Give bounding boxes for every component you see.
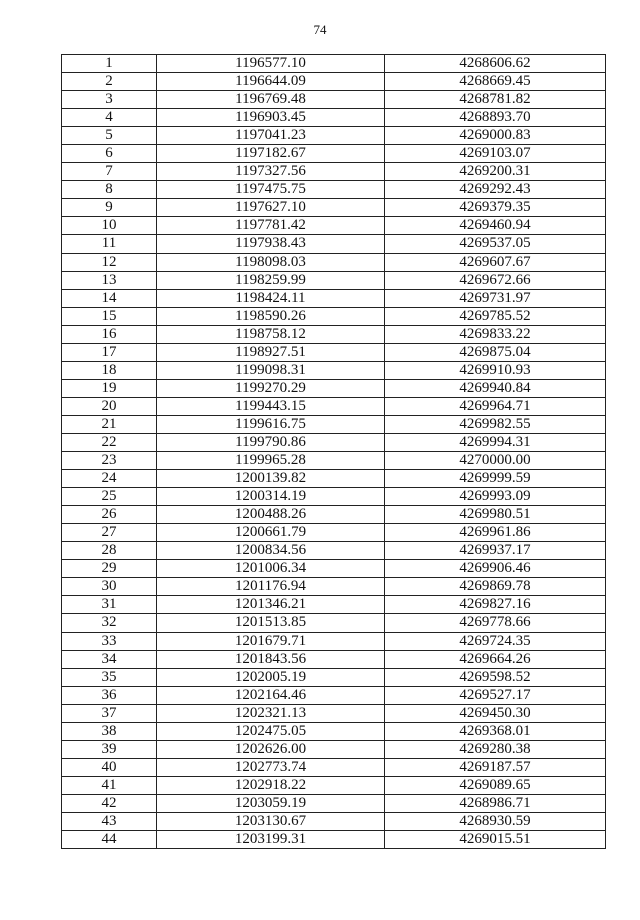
point-number-cell: 6 — [62, 145, 157, 163]
x-coordinate-cell: 1198927.51 — [157, 343, 385, 361]
x-coordinate-cell: 1196903.45 — [157, 109, 385, 127]
y-coordinate-cell: 4269980.51 — [385, 506, 606, 524]
x-coordinate-cell: 1196577.10 — [157, 55, 385, 73]
coordinates-table — [61, 54, 606, 849]
x-coordinate-cell: 1199790.86 — [157, 433, 385, 451]
x-coordinate-cell: 1199098.31 — [157, 361, 385, 379]
table-row — [62, 614, 606, 632]
point-number-cell: 15 — [62, 307, 157, 325]
point-number-cell: 16 — [62, 325, 157, 343]
x-coordinate-cell: 1200314.19 — [157, 488, 385, 506]
y-coordinate-cell: 4269994.31 — [385, 433, 606, 451]
point-number-cell: 30 — [62, 578, 157, 596]
point-number-cell: 44 — [62, 831, 157, 849]
table-row — [62, 145, 606, 163]
y-coordinate-cell: 4269537.05 — [385, 235, 606, 253]
table-row — [62, 470, 606, 488]
y-coordinate-cell: 4269778.66 — [385, 614, 606, 632]
x-coordinate-cell: 1197627.10 — [157, 199, 385, 217]
y-coordinate-cell: 4269937.17 — [385, 542, 606, 560]
table-row — [62, 704, 606, 722]
point-number-cell: 8 — [62, 181, 157, 199]
table-row — [62, 361, 606, 379]
x-coordinate-cell: 1202475.05 — [157, 722, 385, 740]
x-coordinate-cell: 1198259.99 — [157, 271, 385, 289]
y-coordinate-cell: 4269869.78 — [385, 578, 606, 596]
table-row — [62, 794, 606, 812]
point-number-cell: 23 — [62, 452, 157, 470]
table-row — [62, 433, 606, 451]
table-row — [62, 91, 606, 109]
x-coordinate-cell: 1198424.11 — [157, 289, 385, 307]
x-coordinate-cell: 1199616.75 — [157, 415, 385, 433]
x-coordinate-cell: 1200139.82 — [157, 470, 385, 488]
y-coordinate-cell: 4268893.70 — [385, 109, 606, 127]
y-coordinate-cell: 4269450.30 — [385, 704, 606, 722]
y-coordinate-cell: 4269910.93 — [385, 361, 606, 379]
table-row — [62, 289, 606, 307]
point-number-cell: 19 — [62, 379, 157, 397]
y-coordinate-cell: 4269993.09 — [385, 488, 606, 506]
y-coordinate-cell: 4268781.82 — [385, 91, 606, 109]
y-coordinate-cell: 4269527.17 — [385, 686, 606, 704]
x-coordinate-cell: 1202164.46 — [157, 686, 385, 704]
x-coordinate-cell: 1201843.56 — [157, 650, 385, 668]
table-row — [62, 488, 606, 506]
table-row — [62, 325, 606, 343]
x-coordinate-cell: 1203199.31 — [157, 831, 385, 849]
x-coordinate-cell: 1197327.56 — [157, 163, 385, 181]
x-coordinate-cell: 1202005.19 — [157, 668, 385, 686]
y-coordinate-cell: 4269015.51 — [385, 831, 606, 849]
point-number-cell: 11 — [62, 235, 157, 253]
x-coordinate-cell: 1200834.56 — [157, 542, 385, 560]
x-coordinate-cell: 1201679.71 — [157, 632, 385, 650]
x-coordinate-cell: 1199965.28 — [157, 452, 385, 470]
y-coordinate-cell: 4269368.01 — [385, 722, 606, 740]
y-coordinate-cell: 4269379.35 — [385, 199, 606, 217]
table-row — [62, 307, 606, 325]
x-coordinate-cell: 1201513.85 — [157, 614, 385, 632]
coordinates-table-body — [62, 55, 606, 849]
table-row — [62, 127, 606, 145]
x-coordinate-cell: 1202773.74 — [157, 758, 385, 776]
x-coordinate-cell: 1202918.22 — [157, 776, 385, 794]
y-coordinate-cell: 4269187.57 — [385, 758, 606, 776]
page-number: 74 — [313, 22, 327, 37]
y-coordinate-cell: 4269280.38 — [385, 740, 606, 758]
x-coordinate-cell: 1201006.34 — [157, 560, 385, 578]
table-row — [62, 253, 606, 271]
x-coordinate-cell: 1197938.43 — [157, 235, 385, 253]
table-row — [62, 542, 606, 560]
table-row — [62, 163, 606, 181]
point-number-cell: 29 — [62, 560, 157, 578]
y-coordinate-cell: 4269906.46 — [385, 560, 606, 578]
x-coordinate-cell: 1197182.67 — [157, 145, 385, 163]
table-row — [62, 560, 606, 578]
table-row — [62, 596, 606, 614]
table-row — [62, 73, 606, 91]
point-number-cell: 41 — [62, 776, 157, 794]
x-coordinate-cell: 1203130.67 — [157, 812, 385, 830]
point-number-cell: 39 — [62, 740, 157, 758]
y-coordinate-cell: 4269875.04 — [385, 343, 606, 361]
y-coordinate-cell: 4269982.55 — [385, 415, 606, 433]
table-row — [62, 452, 606, 470]
table-row — [62, 379, 606, 397]
table-row — [62, 632, 606, 650]
x-coordinate-cell: 1197781.42 — [157, 217, 385, 235]
point-number-cell: 25 — [62, 488, 157, 506]
point-number-cell: 17 — [62, 343, 157, 361]
table-row — [62, 271, 606, 289]
y-coordinate-cell: 4269200.31 — [385, 163, 606, 181]
point-number-cell: 18 — [62, 361, 157, 379]
point-number-cell: 40 — [62, 758, 157, 776]
table-row — [62, 235, 606, 253]
point-number-cell: 2 — [62, 73, 157, 91]
y-coordinate-cell: 4269833.22 — [385, 325, 606, 343]
point-number-cell: 36 — [62, 686, 157, 704]
y-coordinate-cell: 4269598.52 — [385, 668, 606, 686]
point-number-cell: 31 — [62, 596, 157, 614]
y-coordinate-cell: 4269089.65 — [385, 776, 606, 794]
x-coordinate-cell: 1201176.94 — [157, 578, 385, 596]
x-coordinate-cell: 1197041.23 — [157, 127, 385, 145]
table-row — [62, 109, 606, 127]
table-row — [62, 415, 606, 433]
x-coordinate-cell: 1199443.15 — [157, 397, 385, 415]
table-row — [62, 524, 606, 542]
table-row — [62, 397, 606, 415]
x-coordinate-cell: 1197475.75 — [157, 181, 385, 199]
y-coordinate-cell: 4270000.00 — [385, 452, 606, 470]
y-coordinate-cell: 4269460.94 — [385, 217, 606, 235]
x-coordinate-cell: 1203059.19 — [157, 794, 385, 812]
table-row — [62, 650, 606, 668]
point-number-cell: 28 — [62, 542, 157, 560]
point-number-cell: 5 — [62, 127, 157, 145]
point-number-cell: 7 — [62, 163, 157, 181]
point-number-cell: 34 — [62, 650, 157, 668]
x-coordinate-cell: 1200488.26 — [157, 506, 385, 524]
y-coordinate-cell: 4269664.26 — [385, 650, 606, 668]
point-number-cell: 12 — [62, 253, 157, 271]
y-coordinate-cell: 4268986.71 — [385, 794, 606, 812]
point-number-cell: 26 — [62, 506, 157, 524]
table-row — [62, 831, 606, 849]
x-coordinate-cell: 1196644.09 — [157, 73, 385, 91]
y-coordinate-cell: 4269292.43 — [385, 181, 606, 199]
y-coordinate-cell: 4269961.86 — [385, 524, 606, 542]
y-coordinate-cell: 4269785.52 — [385, 307, 606, 325]
table-row — [62, 578, 606, 596]
point-number-cell: 35 — [62, 668, 157, 686]
table-row — [62, 722, 606, 740]
point-number-cell: 32 — [62, 614, 157, 632]
x-coordinate-cell: 1198590.26 — [157, 307, 385, 325]
x-coordinate-cell: 1202626.00 — [157, 740, 385, 758]
y-coordinate-cell: 4268930.59 — [385, 812, 606, 830]
point-number-cell: 13 — [62, 271, 157, 289]
table-row — [62, 181, 606, 199]
x-coordinate-cell: 1199270.29 — [157, 379, 385, 397]
point-number-cell: 14 — [62, 289, 157, 307]
y-coordinate-cell: 4269000.83 — [385, 127, 606, 145]
point-number-cell: 37 — [62, 704, 157, 722]
table-row — [62, 758, 606, 776]
y-coordinate-cell: 4268606.62 — [385, 55, 606, 73]
point-number-cell: 20 — [62, 397, 157, 415]
table-row — [62, 343, 606, 361]
table-row — [62, 199, 606, 217]
y-coordinate-cell: 4269940.84 — [385, 379, 606, 397]
y-coordinate-cell: 4269964.71 — [385, 397, 606, 415]
point-number-cell: 4 — [62, 109, 157, 127]
point-number-cell: 3 — [62, 91, 157, 109]
table-row — [62, 668, 606, 686]
x-coordinate-cell: 1196769.48 — [157, 91, 385, 109]
point-number-cell: 33 — [62, 632, 157, 650]
x-coordinate-cell: 1198758.12 — [157, 325, 385, 343]
table-row — [62, 812, 606, 830]
table-row — [62, 55, 606, 73]
y-coordinate-cell: 4269607.67 — [385, 253, 606, 271]
table-row — [62, 776, 606, 794]
point-number-cell: 27 — [62, 524, 157, 542]
x-coordinate-cell: 1201346.21 — [157, 596, 385, 614]
table-row — [62, 740, 606, 758]
table-row — [62, 686, 606, 704]
y-coordinate-cell: 4269103.07 — [385, 145, 606, 163]
point-number-cell: 43 — [62, 812, 157, 830]
table-row — [62, 217, 606, 235]
point-number-cell: 9 — [62, 199, 157, 217]
y-coordinate-cell: 4269827.16 — [385, 596, 606, 614]
point-number-cell: 22 — [62, 433, 157, 451]
point-number-cell: 24 — [62, 470, 157, 488]
point-number-cell: 21 — [62, 415, 157, 433]
x-coordinate-cell: 1200661.79 — [157, 524, 385, 542]
point-number-cell: 42 — [62, 794, 157, 812]
y-coordinate-cell: 4269999.59 — [385, 470, 606, 488]
table-row — [62, 506, 606, 524]
y-coordinate-cell: 4268669.45 — [385, 73, 606, 91]
y-coordinate-cell: 4269731.97 — [385, 289, 606, 307]
x-coordinate-cell: 1198098.03 — [157, 253, 385, 271]
point-number-cell: 1 — [62, 55, 157, 73]
x-coordinate-cell: 1202321.13 — [157, 704, 385, 722]
point-number-cell: 10 — [62, 217, 157, 235]
point-number-cell: 38 — [62, 722, 157, 740]
y-coordinate-cell: 4269672.66 — [385, 271, 606, 289]
y-coordinate-cell: 4269724.35 — [385, 632, 606, 650]
